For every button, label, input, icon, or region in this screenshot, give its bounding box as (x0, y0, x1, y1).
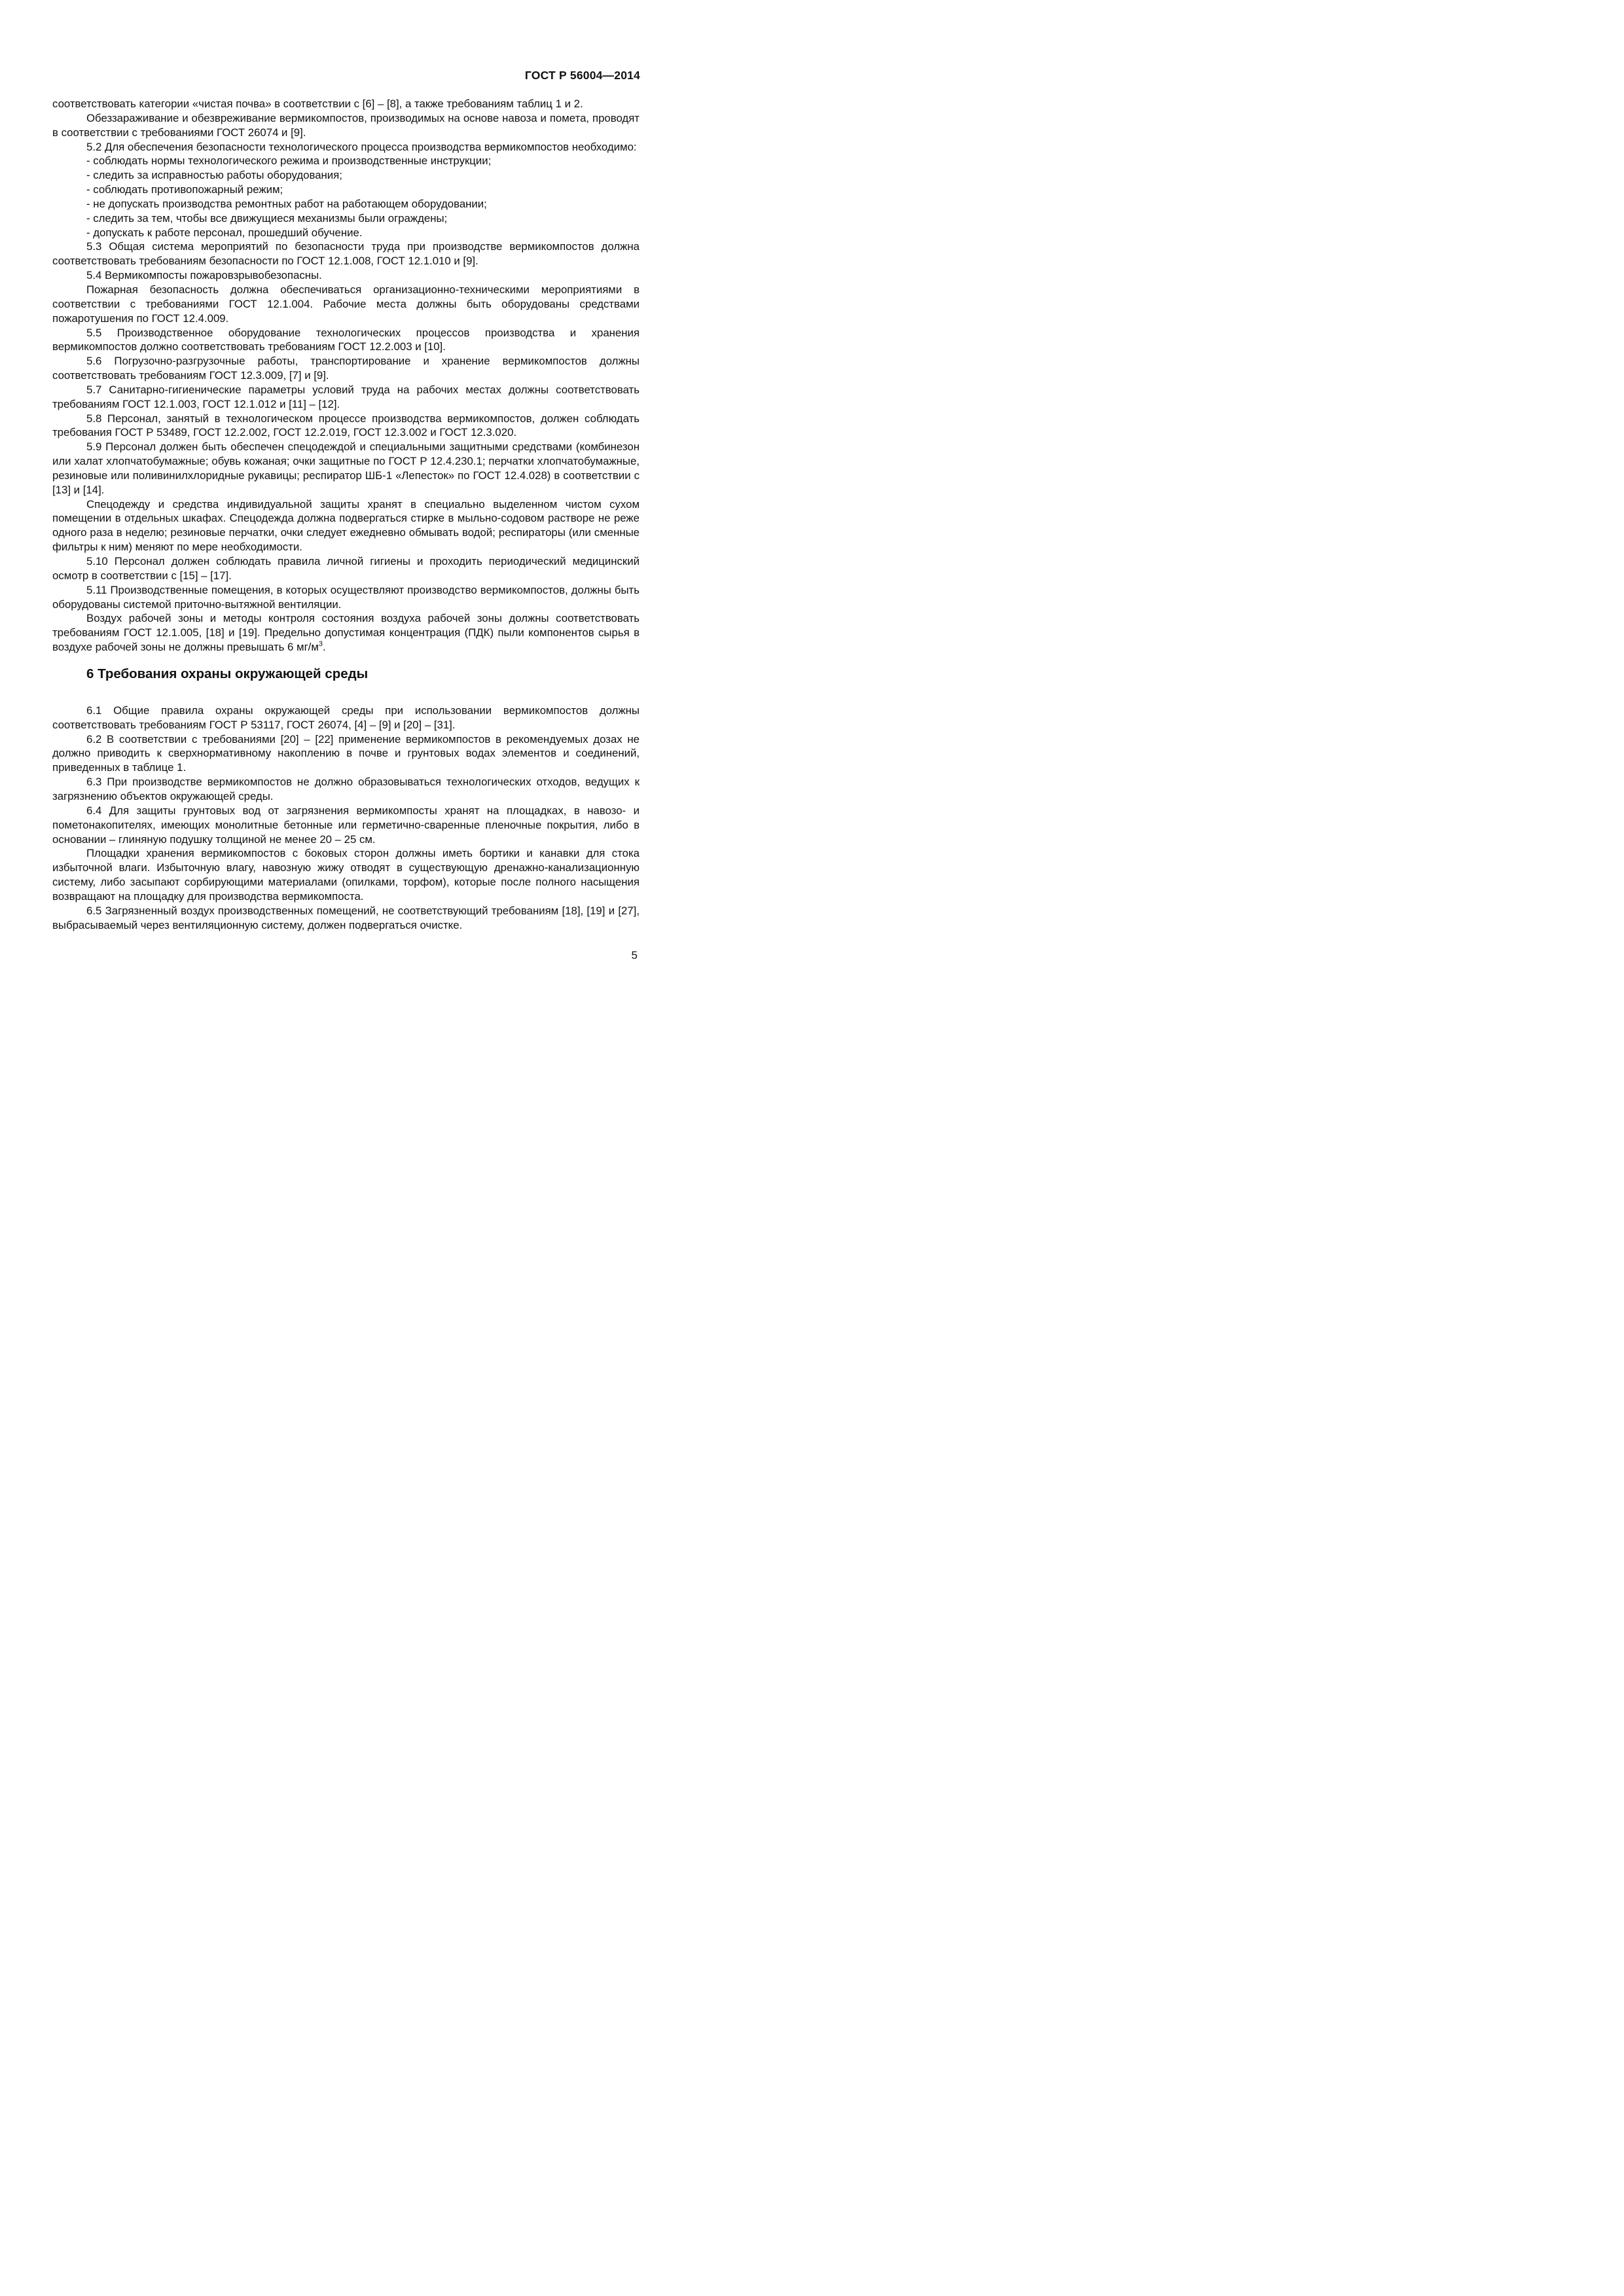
paragraph: соответствовать категории «чистая почва» в соответствии с [6] – [8], а также требованиям таблиц 1 и 2. (52, 98, 583, 110)
paragraph: 5.3 Общая система мероприятий по безопасности труда при производстве вермикомпостов должна соответствовать требованиям безопасности по ГОСТ 12.1.008, ГОСТ 12.1.010 и [9]. (52, 240, 640, 268)
list-item: - соблюдать нормы технологического режима и производственные инструкции; (86, 154, 492, 168)
paragraph: 5.6 Погрузочно-разгрузочные работы, транспортирование и хранение вермикомпостов должны соответствовать требованиям ГОСТ 12.3.009, [7] и [9]. (52, 355, 640, 382)
paragraph: 6.5 Загрязненный воздух производственных помещений, не соответствующий требованиям [18], [19] и [27], выбрасываемый через вентиляционную систему, должен подвергаться очистке. (52, 904, 640, 931)
paragraph: Спецодежду и средства индивидуальной защиты хранят в специально выделенном чистом сухом помещении в отдельных шкафах. Спецодежда должна подвергаться стирке в мыльно-содовом растворе не реже одного раза в неделю; резиновые перчатки, очки следует ежедневно обмывать водой; респираторы (или сменные фильтры к ним) меняют по мере необходимости. (52, 497, 640, 554)
page-number: 5 (631, 949, 638, 961)
paragraph: 6.1 Общие правила охраны окружающей среды при использовании вермикомпостов должны соответствовать требованиям ГОСТ Р 53117, ГОСТ 26074, [4] – [9] и [20] – [31]. (52, 704, 640, 731)
paragraph: 5.8 Персонал, занятый в технологическом процессе производства вермикомпостов, должен соблюдать требования ГОСТ Р 53489, ГОСТ 12.2.002, ГОСТ 12.2.019, ГОСТ 12.3.002 и ГОСТ 12.3.020. (52, 412, 640, 439)
paragraph: 5.2 Для обеспечения безопасности технологического процесса производства вермикомпостов необходимо: (86, 140, 637, 153)
air-paragraph-tail: . (323, 641, 326, 654)
paragraph: 5.5 Производственное оборудование технологических процессов производства и хранения вермикомпостов должно соответствовать требованиям ГОСТ 12.2.003 и [10]. (52, 326, 640, 353)
paragraph: Пожарная безопасность должна обеспечиваться организационно-техническими мероприятиями в соответствии с требованиями ГОСТ 12.1.004. Рабочие места должны быть оборудованы средствами пожаротушения по ГОСТ 12.4.009. (52, 283, 640, 325)
section-5-continued (52, 97, 640, 611)
document-body (52, 97, 640, 932)
paragraph: 5.4 Вермикомпосты пожаровзрывобезопасны. (86, 269, 322, 282)
list-item: - не допускать производства ремонтных работ на работающем оборудовании; (86, 197, 487, 210)
list-item: - следить за исправностью работы оборудования; (86, 169, 342, 182)
paragraph: 6.4 Для защиты грунтовых вод от загрязнения вермикомпосты хранят на площадках, в навозо- и пометонакопителях, имеющих монолитные бетонные или герметично-сваренные пленочные покрытия, либо в основании – глиняную подушку толщиной не менее 20 – 25 см. (52, 804, 640, 846)
air-paragraph-superscript: 3 (318, 640, 323, 649)
paragraph-air-quality (52, 611, 640, 655)
paragraph: 5.7 Санитарно-гигиенические параметры условий труда на рабочих местах должны соответствовать требованиям ГОСТ 12.1.003, ГОСТ 12.1.012 и [11] – [12]. (52, 383, 640, 410)
paragraph: 5.11 Производственные помещения, в которых осуществляют производство вермикомпостов, должны быть оборудованы системой приточно-вытяжной вентиляции. (52, 583, 640, 611)
list-item: - следить за тем, чтобы все движущиеся механизмы были ограждены; (86, 211, 448, 224)
section-6-body (52, 704, 640, 933)
paragraph: Площадки хранения вермикомпостов с боковых сторон должны иметь бортики и канавки для стока избыточной влаги. Избыточную влагу, навозную жижу отводят в существующую дренажно-канализационную систему, либо засыпают сорбирующими материалами (опилками, торфом), которые после полного насыщения возвращают на площадку для производства вермикомпоста. (52, 847, 640, 903)
document-code-header: ГОСТ Р 56004—2014 (524, 69, 640, 82)
paragraph: 6.2 В соответствии с требованиями [20] – [22] применение вермикомпостов в рекомендуемых дозах не должно приводить к сверхнормативному накоплению в почве и грунтовых водах элементов и соединений, приведенных в таблице 1. (52, 732, 640, 774)
air-paragraph-text: Воздух рабочей зоны и методы контроля состояния воздуха рабочей зоны должны соответствовать требованиям ГОСТ 12.1.005, [18] и [19]. Предельно допустимая концентрация (ПДК) пыли компонентов сырья в воздухе рабочей зоны не должны превышать 6 мг/м (52, 612, 640, 654)
paragraph: Обеззараживание и обезвреживание вермикомпостов, производимых на основе навоза и помета, проводят в соответствии с требованиями ГОСТ 26074 и [9]. (52, 111, 640, 139)
paragraph: 5.10 Персонал должен соблюдать правила личной гигиены и проходить периодический медицинский осмотр в соответствии с [15] – [17]. (52, 555, 640, 582)
list-item: - допускать к работе персонал, прошедший обучение. (86, 226, 363, 239)
list-item: - соблюдать противопожарный режим; (86, 183, 283, 196)
paragraph: 5.9 Персонал должен быть обеспечен спецодеждой и специальными защитными средствами (комбинезон или халат хлопчатобумажные; обувь кожаная; очки защитные по ГОСТ Р 12.4.230.1; перчатки хлопчатобумажные, резиновые или поливинилхлоридные рукавицы; респиратор ШБ-1 «Лепесток» по ГОСТ 12.4.028) в соответствии с [13] и [14]. (52, 440, 640, 496)
section-6-heading: 6 Требования охраны окружающей среды (86, 666, 369, 681)
document-page (0, 0, 720, 1018)
paragraph: 6.3 При производстве вермикомпостов не должно образовываться технологических отходов, ведущих к загрязнению объектов окружающей среды. (52, 776, 640, 802)
